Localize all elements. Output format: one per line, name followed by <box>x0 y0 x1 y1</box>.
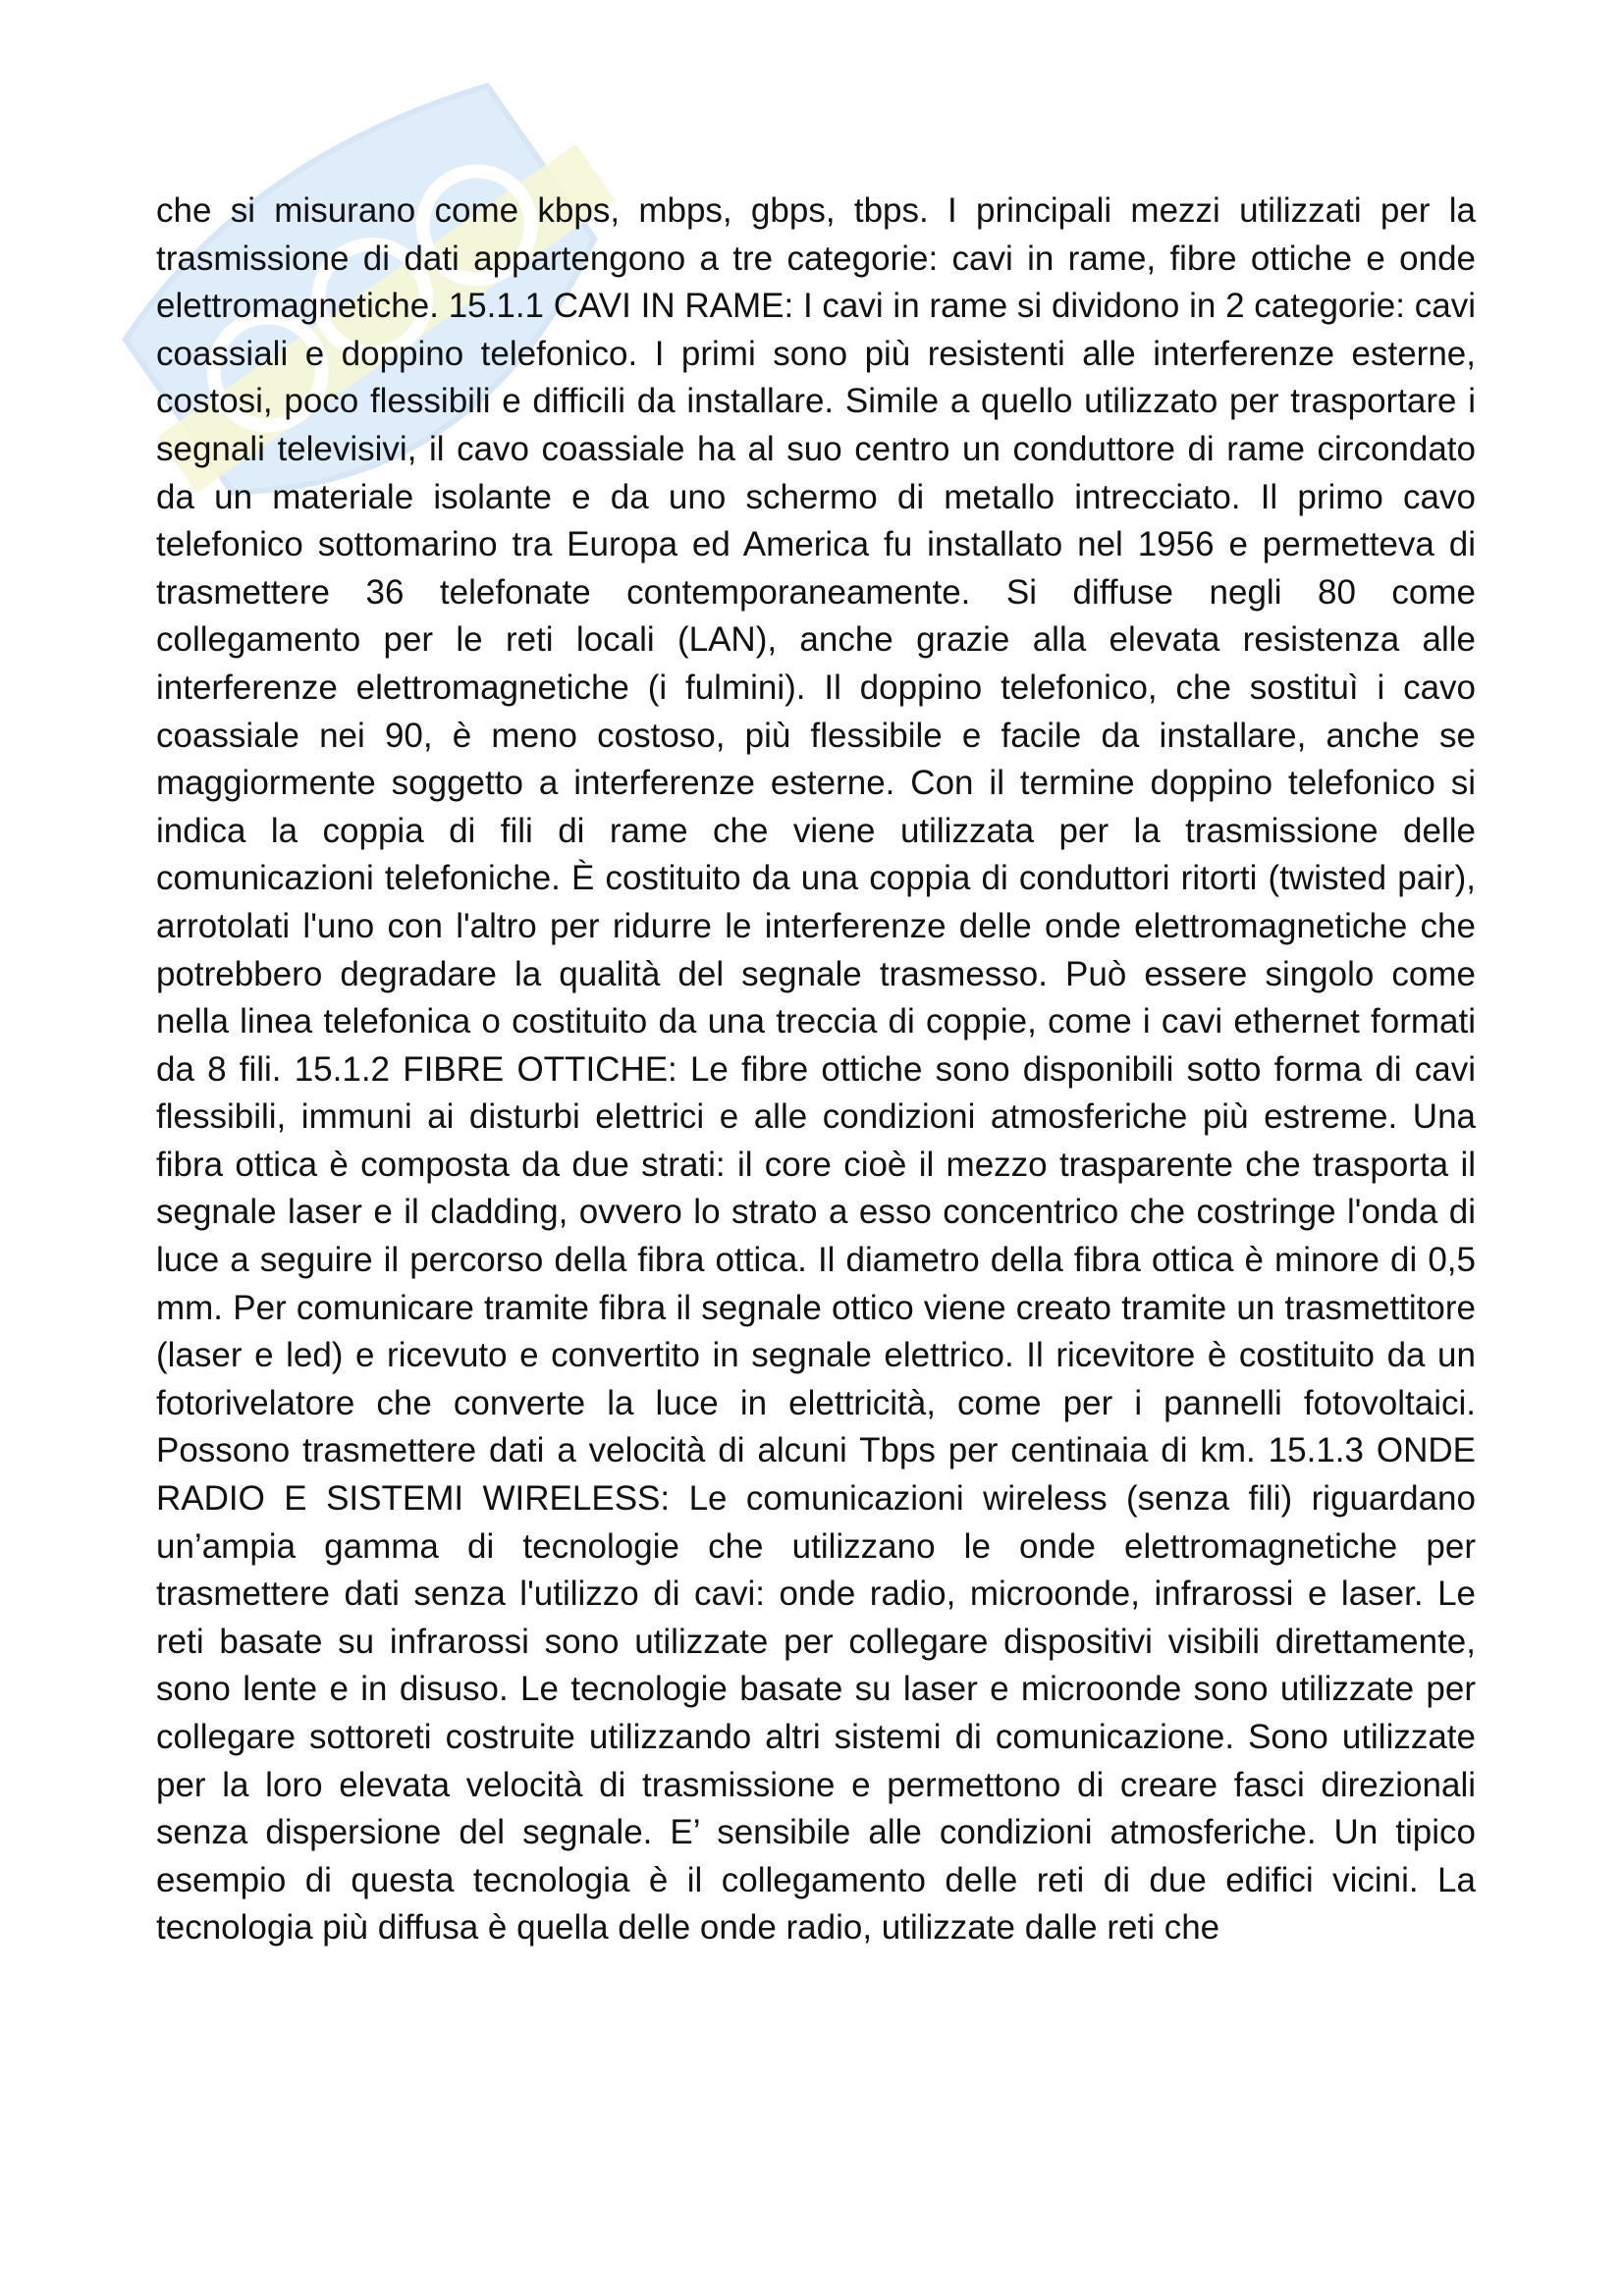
document-body-text: che si misurano come kbps, mbps, gbps, tbps. I principali mezzi utilizzati per la trasmissione di dati appartengono a tre categorie: cavi in rame, fibre ottiche e onde elettromagnetiche. 15.1.1 CAVI IN RAME: I cavi in rame si dividono in 2 categorie: cavi coassiali e doppino telefonico. I primi sono più resistenti alle interferenze esterne, costosi, poco flessibili e difficili da installare. Simile a quello utilizzato per trasportare i segnali televisivi, il cavo coassiale ha al suo centro un conduttore di rame circondato da un materiale isolante e da uno schermo di metallo intrecciato. Il primo cavo telefonico sottomarino tra Europa ed America fu installato nel 1956 e permetteva di trasmettere 36 telefonate contemporaneamente. Si diffuse negli 80 come collegamento per le reti locali (LAN), anche grazie alla elevata resistenza alle interferenze elettromagnetiche (i fulmini). Il doppino telefonico, che sostituì i cavo coassiale nei 90, è meno costoso, più flessibile e facile da installare, anche se maggiormente soggetto a interferenze esterne. Con il termine doppino telefonico si indica la coppia di fili di rame che viene utilizzata per la trasmissione delle comunicazioni telefoniche. È costituito da una coppia di conduttori ritorti (twisted pair), arrotolati l'uno con l'altro per ridurre le interferenze delle onde elettromagnetiche che potrebbero degradare la qualità del segnale trasmesso. Può essere singolo come nella linea telefonica o costituito da una treccia di coppie, come i cavi ethernet formati da 8 fili. 15.1.2 FIBRE OTTICHE: Le fibre ottiche sono disponibili sotto forma di cavi flessibili, immuni ai disturbi elettrici e alle condizioni atmosferiche più estreme. Una fibra ottica è composta da due strati: il core cioè il mezzo trasparente che trasporta il segnale laser e il cladding, ovvero lo strato a esso concentrico che costringe l'onda di luce a seguire il percorso della fibra ottica. Il diametro della fibra ottica è minore di 0,5 mm. Per comunicare tramite fibra il segnale ottico viene creato tramite un trasmettitore (laser e led) e ricevuto e convertito in segnale elettrico. Il ricevitore è costituito da un fotorivelatore che converte la luce in elettricità, come per i pannelli fotovoltaici. Possono trasmettere dati a velocità di alcuni Tbps per centinaia di km. 15.1.3 ONDE RADIO E SISTEMI WIRELESS: Le comunicazioni wireless (senza fili) riguardano un’ampia gamma di tecnologie che utilizzano le onde elettromagnetiche per trasmettere dati senza l'utilizzo di cavi: onde radio, microonde, infrarossi e laser. Le reti basate su infrarossi sono utilizzate per collegare dispositivi visibili direttamente, sono lente e in disuso. Le tecnologie basate su laser e microonde sono utilizzate per collegare sottoreti costruite utilizzando altri sistemi di comunicazione. Sono utilizzate per la loro elevata velocità di trasmissione e permettono di creare fasci direzionali senza dispersione del segnale. E’ sensibile alle condizioni atmosferiche. Un tipico esempio di questa tecnologia è il collegamento delle reti di due edifici vicini. La tecnologia più diffusa è quella delle onde radio, utilizzate dalle reti che <box>156 191 1476 1948</box>
